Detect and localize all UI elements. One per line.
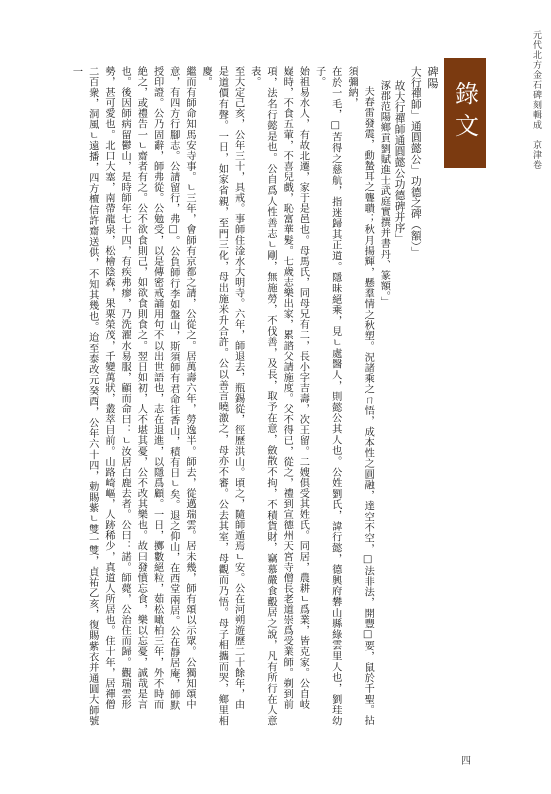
body-paragraph: 始祖易水人，有故北遷，家于是邑也。母馬氏，同母兄有二，長小字吉壽，次王留。二嫂俱受其姓氏。同居，農耕ㄴ爲業，皆克家。公自岐 [297, 66, 309, 710]
page-number: 四 [461, 756, 471, 767]
body-paragraph: 至大定己亥，公年三十，具戒。事師住淦水大明寺。六年，師退去，瓶錫從，徑歷洪山。頃之，隨師遁焉ㄴ安。公在河朔遊歷二十餘年，由 [232, 66, 244, 710]
body-paragraph: 二百衆，洞風ㄴ遠播，四方檀信許齋送供，不知其幾也。迨至泰改元癸酉，公年六十四，勅賜紫ㄴ雙一雙，貞祐乙亥，復賜紫衣并通圓大師號一 [70, 66, 98, 726]
vertical-text-block [60, 66, 440, 726]
side-heading: 碑陽 [426, 66, 439, 89]
body-paragraph: 項，法名行懿是也。公自爲人性善志ㄴ剛，無施勞，不伐善，及長，取予在意，斂散不拘，不積貨財，竊慕嚴食鷇居之說，凡有所行在人意表。 [248, 66, 276, 726]
section-tab [444, 58, 486, 168]
body-paragraph: 在於一毛，□苦得之慈航，指迷歸其正道。隱昧絕乘，見ㄴ處醫人，則懿公其人也。公姓劉氏，諱行懿，德興府礬山縣綠雲里人也，劉珪幼子。 [313, 66, 341, 726]
stele-subtitle: 故大行禪師通圓懿公功德碑并序」 [393, 80, 406, 245]
body-paragraph: 也。後因師病留鬱山，是時師年七十四，有疾弗瘳，乃洗濯水易服，顧而命曰：ㄴ汝居白鹿去者。公曰：諾。師薨，公治住而歸。觀瑞雲形 [119, 66, 131, 710]
body-paragraph: 絶之，或禮告一ㄴ齋者有之。公不欲食則己，如欲食則食之。翌日如初，人不堪其憂，公不改其樂也。故曰發憤忘食，樂以忘憂，誠哉是言 [135, 66, 147, 710]
body-text [67, 66, 375, 726]
body-paragraph: 意，有四方行腳志。公請留行，弗□。公負師行李如盤山，斯須師有君命往香山，積有日ㄴ矣。退之仰山，在西堂兩居。公在靜居庵，師默 [167, 66, 179, 711]
body-paragraph: 是道價有聲。一日，如家省親，至門三化，母出施米升合許。公以善言曉激之，母亦不審。公去其室，母觀而乃悟。母子相攜而哭，鄉里相慶。 [200, 66, 228, 726]
running-header: 元代北方金石碑刻輯成 京津卷 [531, 30, 541, 170]
body-paragraph: 嶷時，不食五葷，不喜兒戲，恥富華髮。七歲志樂出家，累諮父請施度。父不得已，從之，禮到宣德州天宮寺僧長老道崇爲受業師。剃到前 [281, 66, 293, 710]
body-paragraph: 勢，甚可愛也。北口大塞，南帶龍泉，松檜陰森，果栗榮茂，千變萬狀，叢萃目前。山路崎嶇，人跡稀少，真道人所居也。住十年，居禪僧 [102, 66, 114, 710]
body-paragraph: 繼而有師命知馬安寺事。ㄴ三年，會師有京都之請，公從之。居萬壽六年，勞逸半。師去，從邁瑞雲。居未幾，師有頌以示眾。公獨知頌中 [183, 66, 195, 710]
body-paragraph: 授印證。公乃固辭，師弗從。公勉受，以是傳密戒誦用句不以出世語也，志在退進，以隱爲顧。一日，擲數絕粒，茹松噉柏三年，外不時而 [151, 66, 163, 710]
section-tab-label: 錄文 [450, 81, 479, 145]
body-paragraph: 夫春雷發震，動蟄耳之聾聵；秋月揚輝，懸羣情之秋塑。況諸乘之ㄇ悟，成本性之圓融，達空不空，□法非法，開豐□要，鼠於千聖。拈須彌納， [345, 66, 374, 726]
author-line: 涿郡范陽鄉貢劉賦進士武庭實撰并書丹、篆額。」 [378, 80, 390, 307]
stele-title: 大行禪師」通圓懿公」功德之碑（額）」 [409, 66, 422, 258]
